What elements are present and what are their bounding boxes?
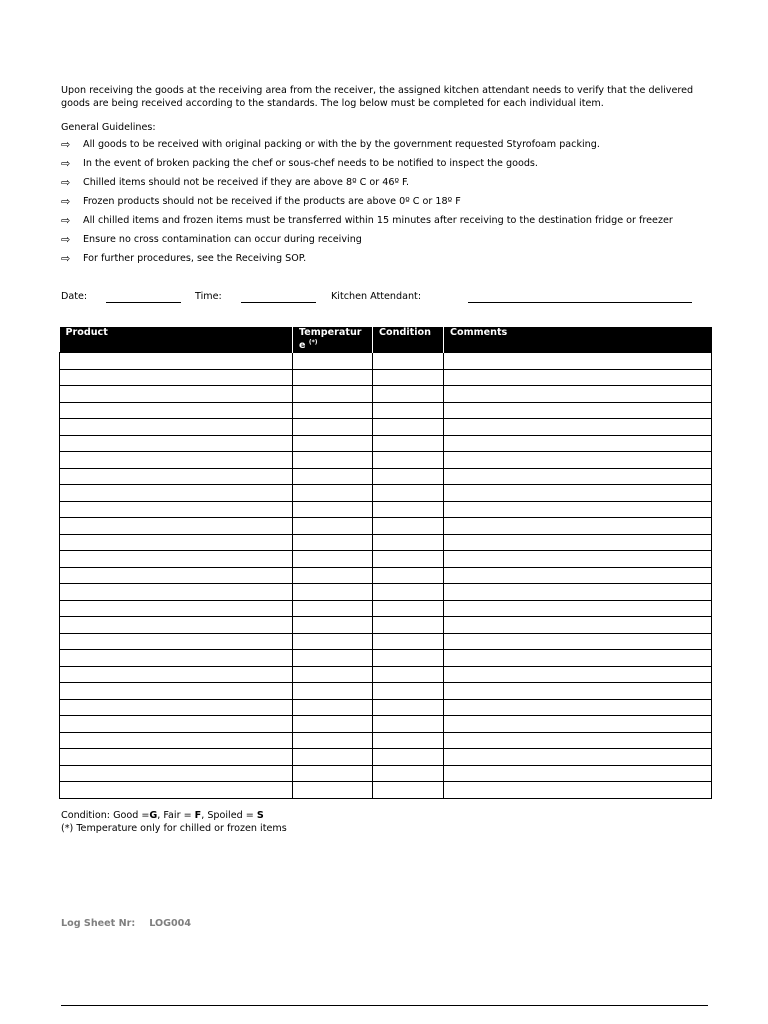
- arrow-right-icon: ⇨: [61, 176, 71, 189]
- condition-cell[interactable]: [373, 749, 444, 766]
- table-row: [60, 584, 712, 601]
- kitchen-attendant-field[interactable]: [468, 302, 692, 303]
- temperature-cell[interactable]: [293, 534, 373, 551]
- receiving-log-table: [59, 327, 712, 799]
- comments-cell[interactable]: [444, 633, 712, 650]
- product-cell[interactable]: [60, 402, 293, 419]
- temperature-cell[interactable]: [293, 765, 373, 782]
- comments-cell[interactable]: [444, 699, 712, 716]
- product-cell[interactable]: [60, 369, 293, 386]
- condition-cell[interactable]: [373, 716, 444, 733]
- comments-cell[interactable]: [444, 402, 712, 419]
- product-cell[interactable]: [60, 650, 293, 667]
- header-condition: Condition: [373, 327, 444, 353]
- footer-divider: [61, 1005, 708, 1006]
- comments-cell[interactable]: [444, 369, 712, 386]
- table-row: [60, 452, 712, 469]
- condition-cell[interactable]: [373, 765, 444, 782]
- table-row: [60, 617, 712, 634]
- table-row: [60, 600, 712, 617]
- guideline-item: [61, 158, 673, 177]
- table-row: [60, 567, 712, 584]
- time-label: Time:: [195, 291, 222, 302]
- guideline-item: [61, 196, 673, 215]
- temperature-cell[interactable]: [293, 567, 373, 584]
- condition-cell[interactable]: [373, 468, 444, 485]
- table-row: [60, 485, 712, 502]
- comments-cell[interactable]: [444, 600, 712, 617]
- temperature-cell[interactable]: [293, 501, 373, 518]
- comments-cell[interactable]: [444, 534, 712, 551]
- guideline-item: [61, 139, 673, 158]
- guideline-item: [61, 253, 673, 272]
- comments-cell[interactable]: [444, 435, 712, 452]
- guideline-text: All goods to be received with original packing or with the by the government requested Styrofoam packing.: [83, 139, 600, 150]
- comments-cell[interactable]: [444, 650, 712, 667]
- temperature-cell[interactable]: [293, 386, 373, 403]
- table-row: [60, 386, 712, 403]
- product-cell[interactable]: [60, 716, 293, 733]
- condition-legend: [61, 810, 287, 823]
- condition-cell[interactable]: [373, 369, 444, 386]
- temperature-cell[interactable]: [293, 551, 373, 568]
- temperature-cell[interactable]: [293, 468, 373, 485]
- comments-cell[interactable]: [444, 617, 712, 634]
- log-sheet-label: Log Sheet Nr:: [61, 918, 136, 929]
- condition-cell[interactable]: [373, 551, 444, 568]
- condition-cell[interactable]: [373, 501, 444, 518]
- temperature-cell[interactable]: [293, 435, 373, 452]
- temperature-cell[interactable]: [293, 518, 373, 535]
- table-header-row: [60, 327, 712, 353]
- temperature-marker: (*): [308, 339, 318, 346]
- fair-code: F: [194, 810, 202, 821]
- temperature-cell[interactable]: [293, 369, 373, 386]
- temperature-cell[interactable]: [293, 452, 373, 469]
- comments-cell[interactable]: [444, 485, 712, 502]
- comments-cell[interactable]: [444, 501, 712, 518]
- arrow-right-icon: ⇨: [61, 195, 71, 208]
- temperature-cell[interactable]: [293, 353, 373, 370]
- temperature-cell[interactable]: [293, 716, 373, 733]
- condition-cell[interactable]: [373, 386, 444, 403]
- condition-cell[interactable]: [373, 683, 444, 700]
- table-row: [60, 749, 712, 766]
- condition-cell[interactable]: [373, 435, 444, 452]
- table-row: [60, 518, 712, 535]
- arrow-right-icon: ⇨: [61, 252, 71, 265]
- table-row: [60, 765, 712, 782]
- product-cell[interactable]: [60, 666, 293, 683]
- table-row: [60, 501, 712, 518]
- product-cell[interactable]: [60, 518, 293, 535]
- product-cell[interactable]: [60, 485, 293, 502]
- temperature-cell[interactable]: [293, 402, 373, 419]
- table-row: [60, 633, 712, 650]
- comments-cell[interactable]: [444, 452, 712, 469]
- table-row: [60, 435, 712, 452]
- product-cell[interactable]: [60, 468, 293, 485]
- good-code: G: [149, 810, 158, 821]
- comments-cell[interactable]: [444, 782, 712, 799]
- header-product: Product: [60, 327, 293, 353]
- condition-cell[interactable]: [373, 650, 444, 667]
- guidelines-title: General Guidelines:: [61, 122, 156, 133]
- table-row: [60, 353, 712, 370]
- temperature-cell[interactable]: [293, 699, 373, 716]
- condition-cell[interactable]: [373, 666, 444, 683]
- product-cell[interactable]: [60, 782, 293, 799]
- comments-cell[interactable]: [444, 584, 712, 601]
- product-cell[interactable]: [60, 452, 293, 469]
- table-row: [60, 419, 712, 436]
- condition-cell[interactable]: [373, 617, 444, 634]
- arrow-right-icon: ⇨: [61, 214, 71, 227]
- legend: [61, 810, 287, 835]
- temperature-cell[interactable]: [293, 600, 373, 617]
- temperature-cell[interactable]: [293, 617, 373, 634]
- product-cell[interactable]: [60, 699, 293, 716]
- guidelines-list: [61, 139, 673, 272]
- product-cell[interactable]: [60, 749, 293, 766]
- table-row: [60, 716, 712, 733]
- condition-cell[interactable]: [373, 600, 444, 617]
- guideline-item: [61, 215, 673, 234]
- comments-cell[interactable]: [444, 749, 712, 766]
- temperature-cell[interactable]: [293, 782, 373, 799]
- temperature-cell[interactable]: [293, 749, 373, 766]
- condition-prefix: Condition: Good =: [61, 810, 150, 821]
- temperature-cell[interactable]: [293, 732, 373, 749]
- header-temperature-label: Temperature: [299, 327, 362, 352]
- temperature-cell[interactable]: [293, 650, 373, 667]
- product-cell[interactable]: [60, 765, 293, 782]
- comments-cell[interactable]: [444, 666, 712, 683]
- guideline-text: For further procedures, see the Receiving SOP.: [83, 253, 307, 264]
- table-row: [60, 782, 712, 799]
- table-row: [60, 666, 712, 683]
- condition-cell[interactable]: [373, 402, 444, 419]
- product-cell[interactable]: [60, 567, 293, 584]
- table-row: [60, 699, 712, 716]
- intro-paragraph: Upon receiving the goods at the receiving area from the receiver, the assigned kitchen attendant needs to verify that the delivered goods are being received according to the standards. The log below must be completed for each individual item.: [61, 85, 694, 109]
- product-cell[interactable]: [60, 435, 293, 452]
- arrow-right-icon: ⇨: [61, 233, 71, 246]
- condition-cell[interactable]: [373, 567, 444, 584]
- product-cell[interactable]: [60, 534, 293, 551]
- comments-cell[interactable]: [444, 551, 712, 568]
- guideline-text: All chilled items and frozen items must be transferred within 15 minutes after receiving to the destination fridge or freezer: [83, 215, 673, 226]
- temperature-cell[interactable]: [293, 683, 373, 700]
- temperature-cell[interactable]: [293, 485, 373, 502]
- header-comments: Comments: [444, 327, 712, 353]
- table-row: [60, 402, 712, 419]
- comments-cell[interactable]: [444, 386, 712, 403]
- arrow-right-icon: ⇨: [61, 138, 71, 151]
- product-cell[interactable]: [60, 633, 293, 650]
- log-sheet-value: LOG004: [149, 918, 192, 929]
- condition-cell[interactable]: [373, 584, 444, 601]
- spoiled-text: , Spoiled =: [201, 810, 257, 821]
- condition-cell[interactable]: [373, 518, 444, 535]
- fair-text: , Fair =: [157, 810, 195, 821]
- guideline-text: Frozen products should not be received if the products are above 0º C or 18º F: [83, 196, 461, 207]
- comments-cell[interactable]: [444, 567, 712, 584]
- product-cell[interactable]: [60, 732, 293, 749]
- guideline-text: In the event of broken packing the chef or sous-chef needs to be notified to inspect the goods.: [83, 158, 538, 169]
- log-sheet-number: [61, 918, 191, 929]
- comments-cell[interactable]: [444, 683, 712, 700]
- temperature-cell[interactable]: [293, 584, 373, 601]
- table-row: [60, 369, 712, 386]
- product-cell[interactable]: [60, 683, 293, 700]
- comments-cell[interactable]: [444, 732, 712, 749]
- kitchen-attendant-label: Kitchen Attendant:: [331, 291, 422, 302]
- comments-cell[interactable]: [444, 353, 712, 370]
- product-cell[interactable]: [60, 617, 293, 634]
- table-body: [60, 353, 712, 799]
- comments-cell[interactable]: [444, 765, 712, 782]
- temperature-cell[interactable]: [293, 633, 373, 650]
- comments-cell[interactable]: [444, 518, 712, 535]
- arrow-right-icon: ⇨: [61, 157, 71, 170]
- table-row: [60, 650, 712, 667]
- temperature-cell[interactable]: [293, 419, 373, 436]
- condition-cell[interactable]: [373, 633, 444, 650]
- condition-cell[interactable]: [373, 452, 444, 469]
- header-temperature: [293, 327, 373, 353]
- condition-cell[interactable]: [373, 732, 444, 749]
- comments-cell[interactable]: [444, 468, 712, 485]
- product-cell[interactable]: [60, 501, 293, 518]
- date-label: Date:: [61, 291, 88, 302]
- meta-row: [61, 291, 711, 307]
- comments-cell[interactable]: [444, 419, 712, 436]
- product-cell[interactable]: [60, 600, 293, 617]
- guideline-item: [61, 177, 673, 196]
- condition-cell[interactable]: [373, 485, 444, 502]
- date-field[interactable]: [106, 302, 181, 303]
- time-field[interactable]: [241, 302, 316, 303]
- product-cell[interactable]: [60, 386, 293, 403]
- condition-cell[interactable]: [373, 534, 444, 551]
- product-cell[interactable]: [60, 353, 293, 370]
- product-cell[interactable]: [60, 584, 293, 601]
- comments-cell[interactable]: [444, 716, 712, 733]
- condition-cell[interactable]: [373, 699, 444, 716]
- table-row: [60, 468, 712, 485]
- guideline-item: [61, 234, 673, 253]
- temperature-cell[interactable]: [293, 666, 373, 683]
- table-row: [60, 683, 712, 700]
- product-cell[interactable]: [60, 551, 293, 568]
- table-row: [60, 732, 712, 749]
- temperature-note: (*) Temperature only for chilled or frozen items: [61, 822, 287, 834]
- condition-cell[interactable]: [373, 419, 444, 436]
- guideline-text: Ensure no cross contamination can occur during receiving: [83, 234, 362, 245]
- guideline-text: Chilled items should not be received if they are above 8º C or 46º F.: [83, 177, 410, 188]
- condition-cell[interactable]: [373, 353, 444, 370]
- table-row: [60, 534, 712, 551]
- product-cell[interactable]: [60, 419, 293, 436]
- spoiled-code: S: [256, 810, 264, 821]
- condition-cell[interactable]: [373, 782, 444, 799]
- table-row: [60, 551, 712, 568]
